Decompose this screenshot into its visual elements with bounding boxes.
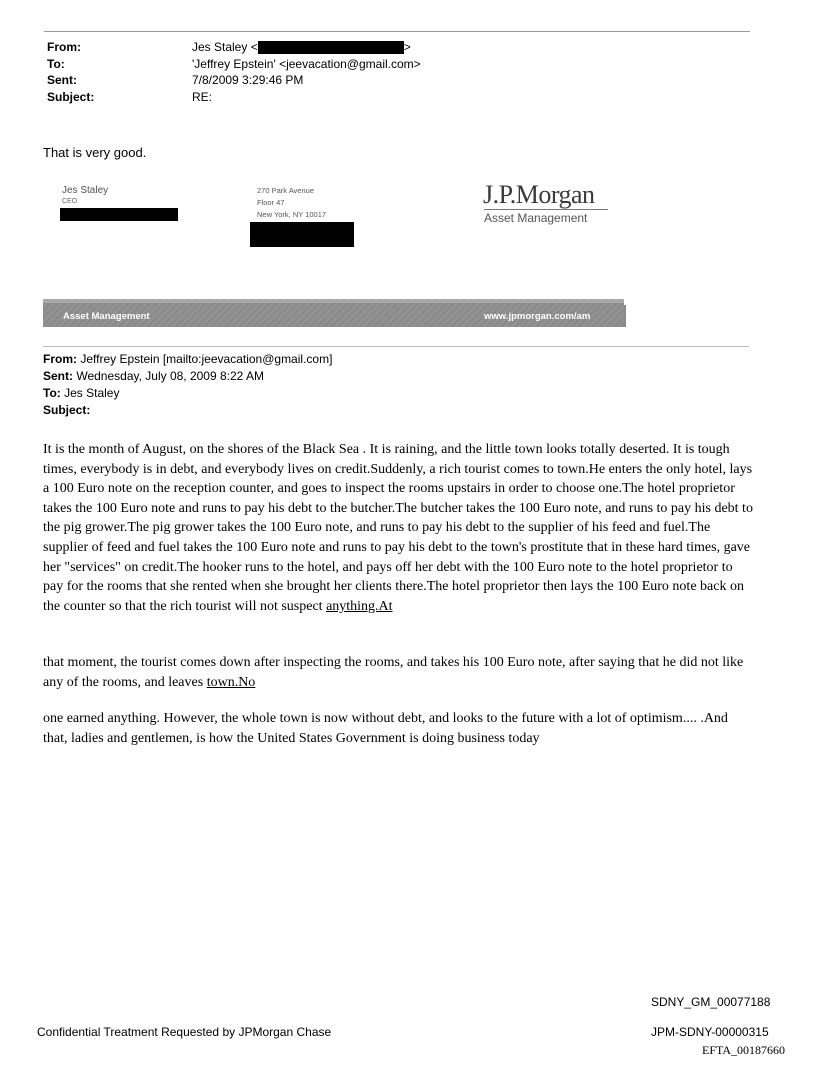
banner-stripe [43,299,624,303]
address-line: 270 Park Avenue [257,186,314,195]
from-name: Jes Staley < [192,40,258,54]
body-text: that moment, the tourist comes down after inspecting the rooms, and takes his 100 Euro note, after saying that he did not like any of the rooms, and leaves [43,655,744,690]
sent-label: Sent: [47,73,77,87]
forwarded-to [43,386,119,400]
fwd-to-label: To: [43,386,61,400]
sent-value: 7/8/2009 3:29:46 PM [192,73,304,87]
logo-divider [484,209,608,210]
body-text: one earned anything. However, the whole town is now without debt, and looks to the future with a lot of optimism.... .And that, ladies and gentlemen, is how the United States Government is doing business today [43,711,728,746]
fwd-subject-label: Subject: [43,403,91,417]
from-label: From: [47,40,81,54]
banner-label: Asset Management [63,311,150,322]
body-link: town.No [206,674,256,690]
forwarded-subject [43,403,90,417]
subject-value: RE: [192,90,213,104]
banner-url: www.jpmorgan.com/am [484,311,591,322]
top-divider [44,31,750,32]
body-paragraph [43,709,753,748]
confidential-notice: Confidential Treatment Requested by JPMorgan Chase [37,1025,332,1039]
section-divider [43,346,749,347]
signature-name: Jes Staley [62,185,109,196]
reply-text: That is very good. [43,145,147,160]
fwd-sent-value: Wednesday, July 08, 2009 8:22 AM [73,369,265,383]
from-value [192,40,411,54]
body-text: It is the month of August, on the shores of the Black Sea . It is raining, and the little town looks totally deserted. It is tough times, everybody is in debt, and everybody lives on credit.Suddenly, a rich tourist comes to town.He enters the only hotel, lays a 100 Euro note on the reception counter, and goes to inspect the rooms upstairs in order to choose one.The hotel proprietor takes the 100 Euro note and runs to pay his debt to the butcher.The butcher takes the 100 Euro note, and runs to pay his debt to the pig grower.The pig grower takes the 100 Euro note, and runs to pay his debt to the supplier of his feed and fuel.The supplier of feed and fuel takes the 100 Euro note and runs to pay his debt to the town's prostitute that in these hard times, gave her "services" on credit.The hooker runs to the hotel, and pays off her debt with the 100 Euro note to the hotel proprietor to pay for the rooms that she rented when she brought her clients there.The hotel proprietor then lays the 100 Euro note back on the counter so that the rich tourist will not suspect [43,442,753,614]
fwd-from-value: Jeffrey Epstein [mailto:jeevacation@gmail.com] [77,352,333,366]
bates-number: SDNY_GM_00077188 [651,995,771,1009]
subject-label: Subject: [47,90,95,104]
jpmorgan-logo: J.P.Morgan [483,180,595,209]
redaction-bar [258,41,404,54]
fwd-from-label: From: [43,352,77,366]
bates-number: JPM-SDNY-00000315 [651,1025,769,1039]
redaction-bar [60,208,178,221]
fwd-to-value: Jes Staley [60,386,120,400]
banner-tick [624,305,626,327]
forwarded-from [43,352,332,366]
body-paragraph [43,653,753,692]
fwd-sent-label: Sent: [43,369,73,383]
to-label: To: [47,57,65,71]
bates-number: EFTA_00187660 [702,1043,786,1057]
signature-title: CEO [62,198,78,205]
body-paragraph [43,440,753,616]
from-close: > [403,40,411,54]
body-link: anything.At [326,598,393,614]
to-value: 'Jeffrey Epstein' <jeevacation@gmail.com> [192,57,421,71]
address-line: New York, NY 10017 [257,210,327,219]
logo-subtitle: Asset Management [484,211,588,225]
forwarded-sent [43,369,264,383]
address-line: Floor 47 [257,198,285,207]
redaction-bar [250,222,354,247]
